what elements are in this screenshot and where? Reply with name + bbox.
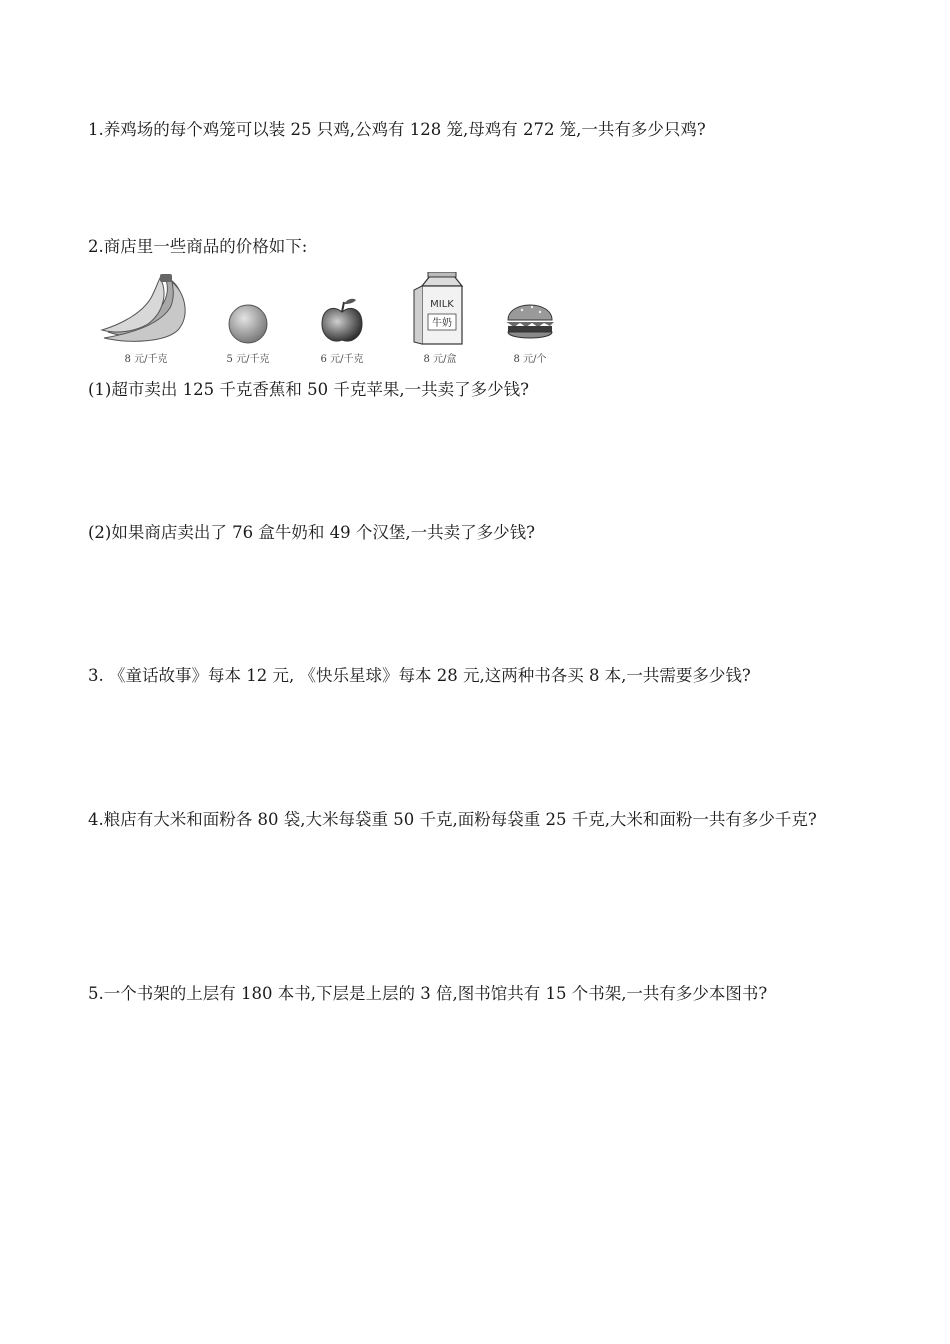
apple-price: 6 元/千克 [320, 354, 364, 365]
question-3: 3. 《童话故事》每本 12 元, 《快乐星球》每本 28 元,这两种书各买 8 本,一共需要多少钱? [88, 666, 751, 685]
product-hamburger [482, 272, 578, 368]
product-orange [200, 272, 296, 368]
question-2-part-2: (2)如果商店卖出了 76 盒牛奶和 49 个汉堡,一共卖了多少钱? [88, 523, 535, 542]
question-5: 5.一个书架的上层有 180 本书,下层是上层的 3 倍,图书馆共有 15 个书架,一共有多少本图书? [88, 984, 768, 1003]
product-banana [98, 272, 194, 368]
orange-price: 5 元/千克 [226, 354, 270, 365]
product-price-list [98, 272, 558, 368]
hamburger-icon [482, 272, 578, 348]
banana-icon [98, 272, 194, 348]
question-1: 1.养鸡场的每个鸡笼可以装 25 只鸡,公鸡有 128 笼,母鸡有 272 笼,一共有多少只鸡? [88, 120, 706, 139]
milk-price: 8 元/盒 [423, 354, 457, 365]
product-milk [392, 272, 488, 368]
svg-text:牛奶: 牛奶 [432, 318, 452, 329]
hamburger-price: 8 元/个 [513, 354, 547, 365]
product-apple [294, 272, 390, 368]
svg-text:MILK: MILK [430, 299, 454, 310]
question-2-intro: 2.商店里一些商品的价格如下: [88, 237, 308, 256]
banana-price: 8 元/千克 [124, 354, 168, 365]
milk-carton-icon [392, 272, 488, 348]
question-4: 4.粮店有大米和面粉各 80 袋,大米每袋重 50 千克,面粉每袋重 25 千克,大米和面粉一共有多少千克? [88, 810, 817, 829]
orange-icon [200, 272, 296, 348]
apple-icon [294, 272, 390, 348]
question-2-part-1: (1)超市卖出 125 千克香蕉和 50 千克苹果,一共卖了多少钱? [88, 380, 529, 399]
